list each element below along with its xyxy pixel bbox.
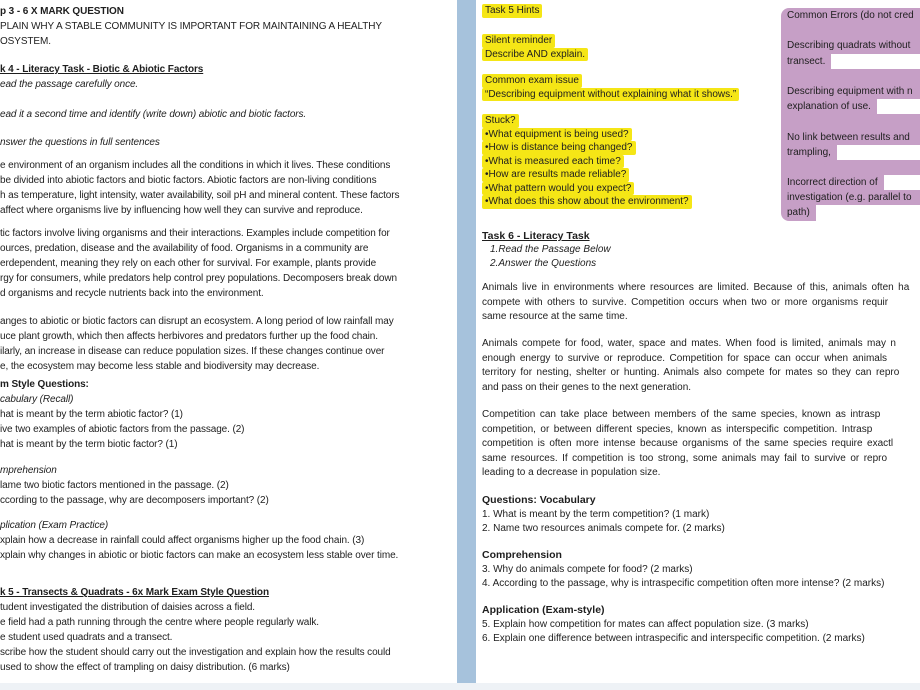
- error-line-text: [781, 23, 920, 38]
- error-line-text: investigation (e.g. parallel to: [781, 190, 920, 205]
- passage-line: same resource at the same time.: [482, 311, 628, 322]
- text-line: rgy for consumers, while predators help control prey populations. Decomposers break down: [0, 273, 397, 284]
- text-line: nswer the questions in full sentences: [0, 137, 160, 148]
- error-line-text: [781, 69, 920, 84]
- text-line: ilarly, an increase in disease can reduce population sizes. If these changes continue over: [0, 346, 385, 357]
- question-section-heading: Questions: Vocabulary: [482, 494, 596, 506]
- question-section: [482, 548, 884, 592]
- left-page: [0, 0, 457, 683]
- highlighted-hint-line: •What pattern would you expect?: [482, 182, 634, 196]
- question-section-heading: Comprehension: [482, 549, 562, 561]
- paragraph: [0, 226, 457, 301]
- text-line: ead the passage carefully once.: [0, 79, 139, 90]
- error-line-text: path): [781, 205, 816, 220]
- paragraph: [0, 314, 457, 374]
- text-line: xplain how a decrease in rainfall could affect organisms higher up the food chain. (3): [0, 535, 365, 546]
- task6-step: 1.Read the Passage Below: [490, 244, 611, 255]
- text-line: mprehension: [0, 465, 57, 476]
- error-line-text: Common Errors (do not cred: [781, 8, 920, 23]
- text-line: tudent investigated the distribution of daisies across a field.: [0, 602, 255, 613]
- text-line: cabulary (Recall): [0, 394, 74, 405]
- error-line: [781, 69, 920, 84]
- text-line: OSYSTEM.: [0, 36, 51, 47]
- passage-line: and pass on their genes to the next generation.: [482, 381, 692, 393]
- text-line: k 5 - Transects & Quadrats - 6x Mark Exam Style Question: [0, 587, 269, 598]
- white-notch: [877, 99, 920, 114]
- paragraph: [0, 158, 457, 218]
- text-line: h as temperature, light intensity, water availability, soil pH and mineral content. These factors: [0, 190, 400, 201]
- text-line: ive two examples of abiotic factors from the passage. (2): [0, 424, 245, 435]
- error-line: [781, 84, 920, 99]
- highlighted-hint-line: “Describing equipment without explaining what it shows.”: [482, 88, 739, 102]
- text-line: PLAIN WHY A STABLE COMMUNITY IS IMPORTANT FOR MAINTAINING A HEALTHY: [0, 21, 382, 32]
- text-line: ead it a second time and identify (write down) abiotic and biotic factors.: [0, 109, 307, 120]
- error-line: [781, 8, 920, 23]
- task6-section: [482, 229, 611, 271]
- paragraph: [0, 107, 457, 122]
- right-page: [476, 0, 920, 683]
- text-line: be divided into abiotic factors and biotic factors. Abiotic factors are non-living conditions: [0, 175, 377, 186]
- passage-paragraph: [482, 408, 920, 481]
- page-divider: [457, 0, 476, 683]
- hint-group: [482, 4, 542, 18]
- error-line-text: trampling,: [781, 145, 837, 160]
- text-line: e environment of an organism includes all the conditions in which it lives. These conditions: [0, 160, 391, 171]
- question-item: 5. Explain how competition for mates can affect population size. (3 marks): [482, 619, 809, 630]
- text-line: e, the ecosystem may become less stable and biodiversity may decrease.: [0, 361, 320, 372]
- highlighted-hint-line: •How are results made reliable?: [482, 168, 629, 182]
- paragraph: [0, 135, 457, 150]
- task6-heading: Task 6 - Literacy Task: [482, 230, 590, 242]
- text-line: anges to abiotic or biotic factors can disrupt an ecosystem. A long period of low rainfall may: [0, 316, 394, 327]
- common-errors-box: [781, 8, 920, 221]
- text-line: uce plant growth, which then affects herbivores and predators further up the food chain.: [0, 331, 378, 342]
- error-line: [781, 160, 920, 175]
- highlighted-hint-line: •How is distance being changed?: [482, 141, 636, 155]
- question-section-heading: Application (Exam-style): [482, 604, 605, 616]
- text-line: e student used quadrats and a transect.: [0, 632, 173, 643]
- error-line: [781, 38, 920, 53]
- text-line: plication (Exam Practice): [0, 520, 109, 531]
- paragraph: [0, 377, 457, 452]
- highlighted-hint-line: Describe AND explain.: [482, 48, 588, 62]
- error-line-text: explanation of use.: [781, 99, 877, 114]
- passage-line: same resources. If competition is too strong, some animals may fail to survive or repro: [482, 452, 888, 464]
- highlighted-hint-line: •What does this show about the environment?: [482, 195, 692, 209]
- question-item: 1. What is meant by the term competition? (1 mark): [482, 509, 710, 520]
- passage-paragraph: [482, 337, 920, 395]
- text-line: erdependent, meaning they rely on each other for survival. For example, plants provide: [0, 258, 377, 269]
- question-item: 6. Explain one difference between intraspecific and interspecific competition. (2 marks): [482, 633, 865, 645]
- error-line: [781, 145, 920, 160]
- error-line: [781, 54, 920, 69]
- passage-line: compete with others to survive. Competition occurs when two or more organisms requir: [482, 296, 889, 308]
- text-line: used to show the effect of trampling on daisy distribution. (6 marks): [0, 662, 290, 673]
- text-line: lame two biotic factors mentioned in the passage. (2): [0, 480, 229, 491]
- error-line-text: transect.: [781, 54, 831, 69]
- error-line-text: No link between results and: [781, 130, 920, 145]
- passage-line: territory for nesting, shelter or hunting. Animals also compete for mates so they can repro: [482, 367, 900, 378]
- passage-line: Animals live in environments where resources are limited. Because of this, animals often ha: [482, 282, 910, 293]
- question-item: 4. According to the passage, why is intraspecific competition often more intense? (2 marks): [482, 578, 885, 590]
- text-line: k 4 - Literacy Task - Biotic & Abiotic Factors: [0, 64, 204, 75]
- error-line: [781, 205, 920, 220]
- text-line: ccording to the passage, why are decomposers important? (2): [0, 495, 269, 506]
- error-line-text: Incorrect direction of: [781, 175, 884, 190]
- highlighted-hint-line: Common exam issue: [482, 74, 582, 88]
- question-section: [482, 493, 725, 537]
- error-line: [781, 114, 920, 129]
- text-line: tic factors involve living organisms and their interactions. Examples include competition for: [0, 228, 390, 239]
- passage-line: Competition can take place between members of the same species, known as intrasp: [482, 409, 881, 420]
- passage-paragraph: [482, 281, 920, 325]
- paragraph: [0, 62, 457, 92]
- error-line: [781, 130, 920, 145]
- text-line: e field had a path running through the centre where people regularly walk.: [0, 617, 319, 628]
- hint-group: [482, 114, 692, 209]
- highlighted-hint-line: Task 5 Hints: [482, 4, 542, 18]
- text-line: d organisms and recycle nutrients back into the environment.: [0, 288, 264, 299]
- hint-group: [482, 34, 588, 61]
- passage-line: leading to a decrease in population size.: [482, 467, 661, 478]
- highlighted-hint-line: Silent reminder: [482, 34, 555, 48]
- passage-line: Animals compete for food, water, space and mates. When food is limited, animals may n: [482, 338, 896, 349]
- white-notch: [837, 145, 920, 160]
- text-line: xplain why changes in abiotic or biotic factors can make an ecosystem less stable over time.: [0, 550, 399, 561]
- highlighted-hint-line: Stuck?: [482, 114, 519, 128]
- highlighted-hint-line: •What equipment is being used?: [482, 128, 632, 142]
- error-line: [781, 23, 920, 38]
- task6-step: 2.Answer the Questions: [490, 258, 597, 269]
- error-line-text: [781, 114, 920, 129]
- error-line-text: [781, 160, 920, 175]
- question-section: [482, 603, 865, 647]
- error-line-text: Describing quadrats without: [781, 38, 920, 53]
- text-line: scribe how the student should carry out the investigation and explain how the results could: [0, 647, 391, 658]
- text-line: hat is meant by the term biotic factor? (1): [0, 439, 178, 450]
- text-line: m Style Questions:: [0, 379, 89, 390]
- question-item: 2. Name two resources animals compete for. (2 marks): [482, 523, 725, 535]
- paragraph: [0, 518, 457, 563]
- error-line-text: Describing equipment with n: [781, 84, 920, 99]
- text-line: affect where organisms live by influencing how well they can survive and reproduce.: [0, 205, 363, 216]
- error-line: [781, 175, 920, 190]
- passage-line: competition is often more intense because organisms of the same species require exactl: [482, 438, 894, 449]
- paragraph: [0, 4, 457, 49]
- hint-group: [482, 74, 739, 101]
- question-item: 3. Why do animals compete for food? (2 marks): [482, 564, 693, 575]
- passage-line: competition, or between different species, known as interspecific competition. Intrasp: [482, 423, 873, 435]
- paragraph: [0, 463, 457, 508]
- text-line: hat is meant by the term abiotic factor? (1): [0, 409, 183, 420]
- text-line: p 3 - 6 X MARK QUESTION: [0, 6, 124, 17]
- passage-line: enough energy to survive or reproduce. Competition for space can occur when animals: [482, 352, 888, 364]
- error-line: [781, 99, 920, 114]
- white-notch: [831, 54, 920, 69]
- white-notch: [884, 175, 920, 190]
- error-line: [781, 190, 920, 205]
- highlighted-hint-line: •What is measured each time?: [482, 155, 624, 169]
- paragraph: [0, 585, 457, 675]
- white-notch: [816, 205, 920, 220]
- bottom-strip: [0, 683, 920, 690]
- text-line: ources, predation, disease and the availability of food. Organisms in a community are: [0, 243, 369, 254]
